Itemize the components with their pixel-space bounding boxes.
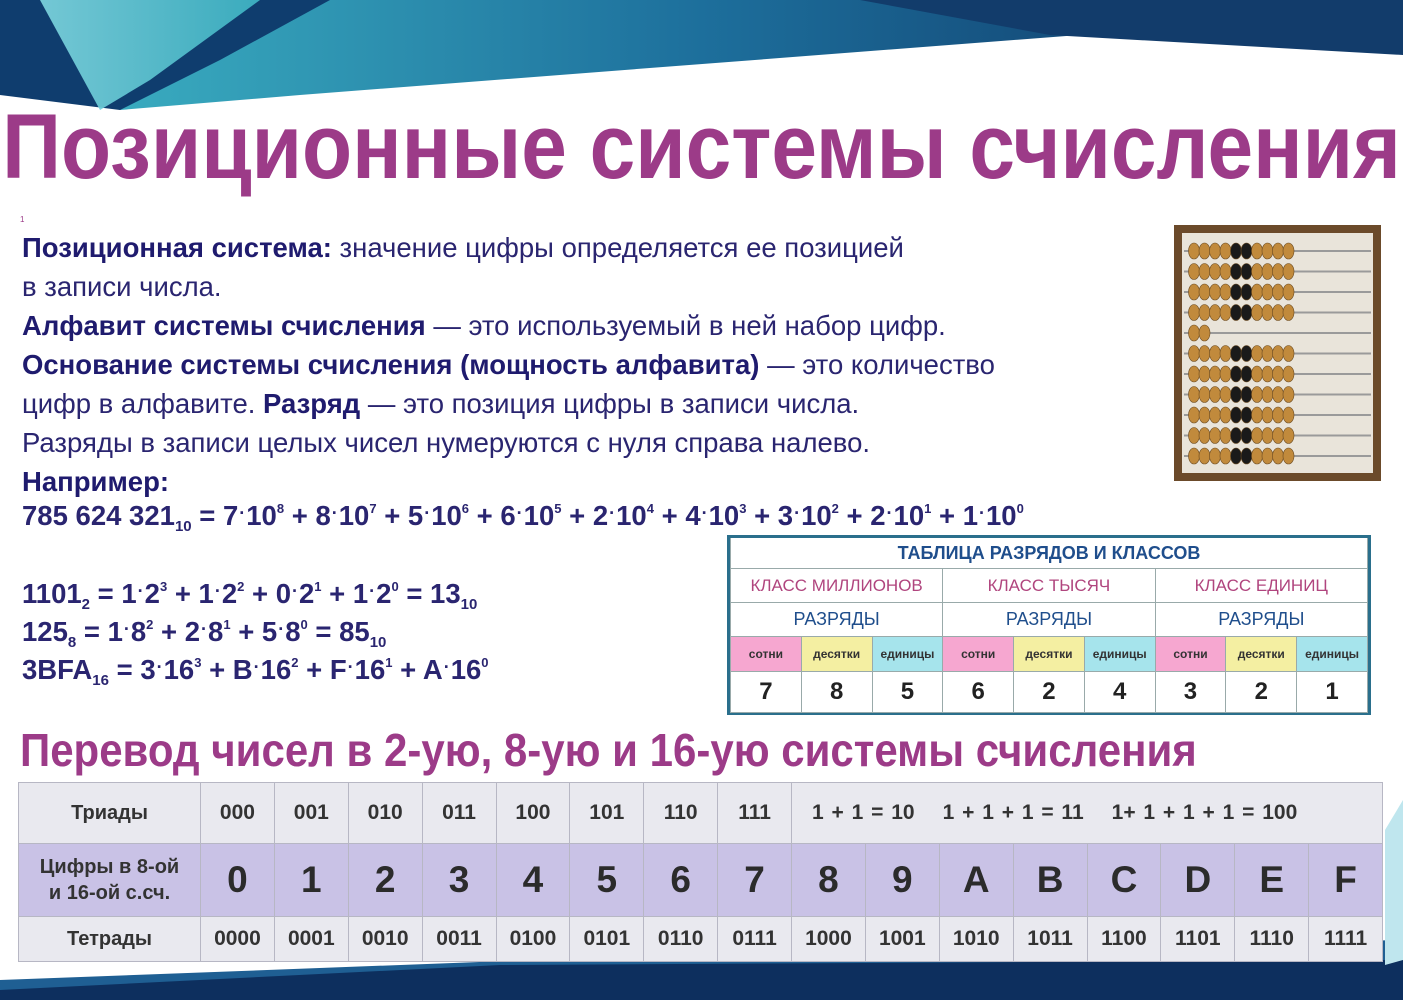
formula-binary-example: $1101_2 = 1^\cdot 2^3 + 1^\cdot 2^2 + 0^\cdot 2^1 + 1^\cdot 2^0 = 13_{10}$ xyxy=(22,578,478,613)
definition-digit-place: цифр в алфавите. Разряд — это позиция цифры в записи числа. xyxy=(22,388,860,419)
digit-cell: 5 xyxy=(570,844,644,917)
digit-cell: 6 xyxy=(644,844,718,917)
dot-operator: · xyxy=(292,581,298,601)
dot-operator: · xyxy=(201,619,208,639)
abacus-bead xyxy=(1210,387,1221,403)
dot-operator: · xyxy=(239,503,246,523)
position-label: сотни xyxy=(1155,637,1226,672)
term-exponent: 1 xyxy=(385,655,393,670)
class-table-digit: 7 xyxy=(731,672,802,713)
abacus-bead xyxy=(1210,366,1221,382)
digit-cell: F xyxy=(1309,844,1383,917)
term-base: 2 xyxy=(221,578,238,609)
tetrad-cell: 0100 xyxy=(496,917,570,962)
tetrads-label: Тетрады xyxy=(19,917,201,962)
triad-cell: 001 xyxy=(274,783,348,844)
abacus-bead xyxy=(1283,346,1294,362)
abacus-bead xyxy=(1231,407,1242,423)
position-label: десятки xyxy=(1014,637,1085,672)
digit-cell: E xyxy=(1235,844,1309,917)
term-coefficient: 2 xyxy=(870,500,886,531)
abacus-bead xyxy=(1199,428,1210,444)
dot-operator: · xyxy=(979,503,986,523)
addition-example: 1 + 1 + 1 = 11 xyxy=(942,801,1084,824)
term-coefficient: 7 xyxy=(222,500,239,531)
position-label: единицы xyxy=(1297,637,1368,672)
abacus-bead xyxy=(1262,264,1273,280)
number-value: 3BFA xyxy=(22,654,93,685)
dot-operator: · xyxy=(347,657,354,677)
term-exponent: 5 xyxy=(554,501,562,516)
digit-cell: 8 xyxy=(792,844,866,917)
abacus-bead xyxy=(1220,448,1231,464)
term-coefficient: 6 xyxy=(500,500,516,531)
addition-example: 1 + 1 = 10 xyxy=(812,801,915,824)
conversion-table xyxy=(18,782,1383,962)
dot-operator: · xyxy=(123,619,130,639)
abacus-bead xyxy=(1199,387,1210,403)
class-table-digit: 2 xyxy=(1226,672,1297,713)
number-value: 1101 xyxy=(22,578,82,609)
class-table-digit: 8 xyxy=(801,672,872,713)
abacus-bead xyxy=(1199,448,1210,464)
tetrad-cell: 1100 xyxy=(1087,917,1161,962)
abacus-bead xyxy=(1199,264,1210,280)
tetrad-cell: 1010 xyxy=(939,917,1013,962)
digit-cell: C xyxy=(1087,844,1161,917)
digit-cell: 2 xyxy=(348,844,422,917)
class-table-title: ТАБЛИЦА РАЗРЯДОВ И КЛАССОВ xyxy=(731,538,1368,569)
dot-operator: · xyxy=(253,657,260,677)
number-value: 785 624 321 xyxy=(22,500,175,531)
term-base: 2 xyxy=(299,578,315,609)
abacus-bead xyxy=(1273,284,1284,300)
triad-cell: 110 xyxy=(644,783,718,844)
term-exponent: 1 xyxy=(924,501,932,516)
number-base: 8 xyxy=(67,634,77,651)
tetrad-cell: 1110 xyxy=(1235,917,1309,962)
abacus-bead xyxy=(1262,243,1273,259)
formula-hex-example: $3BFA_{16} = 3^\cdot 16^3 + B^\cdot 16^2 + F^\cdot 16^1 + A^\cdot 16^0$ xyxy=(22,654,489,689)
digits-label: Цифры в 8-ой и 16-ой с.сч. xyxy=(19,844,201,917)
abacus-bead xyxy=(1231,284,1242,300)
abacus-bead xyxy=(1252,305,1263,321)
term-base: 10 xyxy=(431,500,462,531)
abacus-bead xyxy=(1252,264,1263,280)
definition-numbering: Разряды в записи целых чисел нумеруются с нуля справа налево. xyxy=(22,427,871,458)
abacus-bead xyxy=(1241,387,1252,403)
abacus-bead xyxy=(1262,428,1273,444)
term-coefficient: 8 xyxy=(315,500,331,531)
result-base: 10 xyxy=(369,634,387,651)
term-base: 10 xyxy=(523,500,555,531)
abacus-bead xyxy=(1273,448,1284,464)
tetrad-cell: 0000 xyxy=(201,917,275,962)
term-coefficient: 3 xyxy=(777,500,794,531)
triad-cell: 000 xyxy=(201,783,275,844)
abacus-bead xyxy=(1262,448,1273,464)
abacus-bead xyxy=(1262,346,1273,362)
term-exponent: 0 xyxy=(481,655,489,670)
term-base: 10 xyxy=(708,500,740,531)
triad-cell: 011 xyxy=(422,783,496,844)
dot-operator: · xyxy=(516,503,523,523)
abacus-bead xyxy=(1273,346,1284,362)
class-units: КЛАСС ЕДИНИЦ xyxy=(1155,569,1367,603)
abacus-bead xyxy=(1220,366,1231,382)
abacus-bead xyxy=(1189,448,1200,464)
dot-operator: · xyxy=(443,657,450,677)
abacus-bead xyxy=(1220,387,1231,403)
term-base: 16 xyxy=(354,654,386,685)
abacus-bead xyxy=(1231,243,1242,259)
term-base: 16 xyxy=(260,654,292,685)
definition-positional-cont: в записи числа. xyxy=(22,271,222,302)
triads-label: Триады xyxy=(19,783,201,844)
abacus-bead xyxy=(1189,428,1200,444)
dot-operator: · xyxy=(794,503,801,523)
abacus-bead xyxy=(1273,264,1284,280)
abacus-bead xyxy=(1283,387,1294,403)
razryady-label: РАЗРЯДЫ xyxy=(1155,603,1367,637)
digit-cell: D xyxy=(1161,844,1235,917)
tetrad-cell: 0010 xyxy=(348,917,422,962)
triad-cell: 101 xyxy=(570,783,644,844)
term-base: 8 xyxy=(130,616,147,647)
number-base: 16 xyxy=(92,672,109,689)
abacus-bead xyxy=(1273,428,1284,444)
digit-cell: 9 xyxy=(865,844,939,917)
abacus-bead xyxy=(1220,346,1231,362)
dot-operator: · xyxy=(278,619,285,639)
abacus-bead xyxy=(1241,264,1252,280)
term-base: 2 xyxy=(376,578,392,609)
term-base: 2 xyxy=(144,578,160,609)
term-coefficient: B xyxy=(232,654,253,685)
term-base: 10 xyxy=(246,500,277,531)
abacus-bead xyxy=(1262,387,1273,403)
term-exponent: 2 xyxy=(146,617,154,632)
result-base: 10 xyxy=(460,596,478,613)
abacus-bead xyxy=(1220,264,1231,280)
term-exponent: 2 xyxy=(291,655,299,670)
abacus-bead xyxy=(1283,305,1294,321)
term-coefficient: 3 xyxy=(140,654,156,685)
term-exponent: 1 xyxy=(223,617,231,632)
term-base: 10 xyxy=(986,500,1017,531)
position-label: десятки xyxy=(801,637,872,672)
abacus-bead xyxy=(1189,407,1200,423)
term-exponent: 1 xyxy=(314,579,322,594)
abacus-bead xyxy=(1189,305,1200,321)
abacus-bead xyxy=(1199,243,1210,259)
term-base: 16 xyxy=(450,654,482,685)
digit-cell: 0 xyxy=(201,844,275,917)
abacus-bead xyxy=(1252,407,1263,423)
abacus-bead xyxy=(1231,366,1242,382)
dot-operator: · xyxy=(137,581,144,601)
class-table-digit: 6 xyxy=(943,672,1014,713)
abacus-bead xyxy=(1189,325,1200,341)
example-label: Например: xyxy=(22,466,170,497)
abacus-bead xyxy=(1210,448,1221,464)
abacus-bead xyxy=(1262,366,1273,382)
abacus-bead xyxy=(1231,448,1242,464)
term-exponent: 0 xyxy=(1016,501,1024,516)
dot-operator: · xyxy=(701,503,708,523)
digit-cell: 3 xyxy=(422,844,496,917)
formula-octal-example: $125_8 = 1^\cdot 8^2 + 2^\cdot 8^1 + 5^\cdot 8^0 = 85_{10}$ xyxy=(22,616,387,651)
term-coefficient: 4 xyxy=(685,500,701,531)
addition-example: 1+ 1 + 1 + 1 = 100 xyxy=(1111,801,1298,824)
term-coefficient: 1 xyxy=(198,578,214,609)
abacus-bead xyxy=(1189,346,1200,362)
abacus-bead xyxy=(1241,305,1252,321)
abacus-bead xyxy=(1283,264,1294,280)
result-value: 85 xyxy=(339,616,370,647)
term-exponent: 8 xyxy=(276,501,285,516)
binary-addition-examples xyxy=(792,783,1383,844)
abacus-bead xyxy=(1199,366,1210,382)
abacus-bead xyxy=(1283,243,1294,259)
abacus-bead xyxy=(1189,264,1200,280)
abacus-bead xyxy=(1210,407,1221,423)
abacus-bead xyxy=(1241,428,1252,444)
definition-positional: Позиционная система: значение цифры определяется ее позицией xyxy=(22,232,904,263)
abacus-bead xyxy=(1252,387,1263,403)
abacus-bead xyxy=(1199,407,1210,423)
abacus-bead xyxy=(1189,243,1200,259)
abacus-bead xyxy=(1220,284,1231,300)
tetrad-cell: 1001 xyxy=(865,917,939,962)
dot-operator: · xyxy=(424,503,431,523)
term-coefficient: 1 xyxy=(107,616,123,647)
class-table-digit: 5 xyxy=(872,672,943,713)
abacus-bead xyxy=(1199,325,1210,341)
abacus-bead xyxy=(1231,264,1242,280)
class-millions: КЛАСС МИЛЛИОНОВ xyxy=(731,569,943,603)
term-exponent: 6 xyxy=(461,501,470,516)
number-base: 2 xyxy=(81,596,91,613)
term-base: 16 xyxy=(163,654,195,685)
term-exponent: 4 xyxy=(646,501,654,516)
abacus-bead xyxy=(1199,346,1210,362)
tetrad-cell: 0001 xyxy=(274,917,348,962)
number-base: 10 xyxy=(174,518,192,535)
abacus-bead xyxy=(1273,305,1284,321)
term-exponent: 0 xyxy=(300,617,308,632)
abacus-bead xyxy=(1262,284,1273,300)
term-exponent: 3 xyxy=(159,579,168,594)
abacus-bead xyxy=(1252,428,1263,444)
term-exponent: 0 xyxy=(391,579,399,594)
position-label: сотни xyxy=(731,637,802,672)
term-exponent: 2 xyxy=(831,501,839,516)
class-table-digit: 1 xyxy=(1297,672,1368,713)
digit-cell: 1 xyxy=(274,844,348,917)
digit-cell: A xyxy=(939,844,1013,917)
abacus-bead xyxy=(1231,305,1242,321)
triad-cell: 111 xyxy=(718,783,792,844)
abacus-bead xyxy=(1252,448,1263,464)
abacus-bead xyxy=(1220,407,1231,423)
abacus-bead xyxy=(1231,346,1242,362)
abacus-bead xyxy=(1220,428,1231,444)
razryady-label: РАЗРЯДЫ xyxy=(731,603,943,637)
number-value: 125 xyxy=(22,616,68,647)
definitions-block xyxy=(22,228,1182,501)
abacus-bead xyxy=(1241,448,1252,464)
definition-base: Основание системы счисления (мощность алфавита) — это количество xyxy=(22,349,995,380)
class-table-digit: 2 xyxy=(1014,672,1085,713)
digit-cell: 4 xyxy=(496,844,570,917)
term-base: 8 xyxy=(285,616,301,647)
page-title: Позиционные системы счисления xyxy=(2,96,1401,199)
tetrad-cell: 1111 xyxy=(1309,917,1383,962)
abacus-bead xyxy=(1283,448,1294,464)
abacus-bead xyxy=(1252,284,1263,300)
class-table xyxy=(727,535,1371,715)
abacus-bead xyxy=(1199,284,1210,300)
tetrad-cell: 1011 xyxy=(1013,917,1087,962)
term-coefficient: 2 xyxy=(592,500,609,531)
class-table-digit: 3 xyxy=(1155,672,1226,713)
term-coefficient: 5 xyxy=(261,616,278,647)
formula-decimal-expansion: 785 624 $321_{10} = 7^\cdot 10^8 + 8^\cdot 10^7 + 5^\cdot 10^6 + 6^\cdot 10^5 + 2^\cdot 10^4 + 4^\cdot 10^3 + 3^\cdot 10^2 + 2^\cdot 10^1 + 1^\cdot 10^0$ xyxy=(22,500,1024,535)
position-label: сотни xyxy=(943,637,1014,672)
abacus-bead xyxy=(1283,366,1294,382)
dot-operator: · xyxy=(214,581,221,601)
abacus-bead xyxy=(1210,284,1221,300)
term-coefficient: 1 xyxy=(962,500,979,531)
position-label: единицы xyxy=(872,637,943,672)
term-base: 10 xyxy=(338,500,370,531)
abacus-bead xyxy=(1283,284,1294,300)
term-coefficient: 1 xyxy=(121,578,137,609)
abacus-bead xyxy=(1189,284,1200,300)
tetrad-cell: 0101 xyxy=(570,917,644,962)
abacus-bead xyxy=(1210,428,1221,444)
abacus-bead xyxy=(1283,407,1294,423)
dot-operator: · xyxy=(156,657,163,677)
term-exponent: 2 xyxy=(237,579,245,594)
abacus-bead xyxy=(1210,264,1221,280)
term-base: 10 xyxy=(893,500,925,531)
abacus-bead xyxy=(1262,305,1273,321)
term-coefficient: A xyxy=(422,654,443,685)
abacus-bead xyxy=(1283,428,1294,444)
term-coefficient: 5 xyxy=(407,500,424,531)
abacus-bead xyxy=(1241,346,1252,362)
abacus-bead xyxy=(1220,305,1231,321)
abacus-bead xyxy=(1262,407,1273,423)
conversion-subtitle: Перевод чисел в 2-ую, 8-ую и 16-ую системы счисления xyxy=(20,724,1197,776)
abacus-bead xyxy=(1189,387,1200,403)
abacus-bead xyxy=(1252,346,1263,362)
digit-cell: B xyxy=(1013,844,1087,917)
dot-operator: · xyxy=(886,503,893,523)
definition-alphabet: Алфавит системы счисления — это используемый в ней набор цифр. xyxy=(22,310,946,341)
position-label: единицы xyxy=(1084,637,1155,672)
abacus-bead xyxy=(1273,243,1284,259)
triad-cell: 100 xyxy=(496,783,570,844)
term-coefficient: 1 xyxy=(352,578,369,609)
digit-cell: 7 xyxy=(718,844,792,917)
dot-operator: · xyxy=(369,581,376,601)
abacus-bead xyxy=(1231,387,1242,403)
tetrad-cell: 0110 xyxy=(644,917,718,962)
term-coefficient: 2 xyxy=(184,616,201,647)
abacus-bead xyxy=(1241,407,1252,423)
abacus-bead xyxy=(1210,243,1221,259)
term-base: 8 xyxy=(208,616,224,647)
tetrad-cell: 0011 xyxy=(422,917,496,962)
abacus-bead xyxy=(1220,243,1231,259)
tetrad-cell: 1101 xyxy=(1161,917,1235,962)
term-coefficient: F xyxy=(329,654,347,685)
abacus-bead xyxy=(1241,284,1252,300)
tetrad-cell: 1000 xyxy=(792,917,866,962)
term-exponent: 3 xyxy=(739,501,747,516)
razryady-label: РАЗРЯДЫ xyxy=(943,603,1155,637)
abacus-bead xyxy=(1231,428,1242,444)
abacus-bead xyxy=(1252,243,1263,259)
term-exponent: 7 xyxy=(369,501,377,516)
term-exponent: 3 xyxy=(194,655,202,670)
position-label: десятки xyxy=(1226,637,1297,672)
abacus-bead xyxy=(1241,366,1252,382)
abacus-bead xyxy=(1210,346,1221,362)
class-table-digit: 4 xyxy=(1084,672,1155,713)
dot-operator: · xyxy=(331,503,338,523)
triad-cell: 010 xyxy=(348,783,422,844)
abacus-bead xyxy=(1273,407,1284,423)
abacus-bead xyxy=(1189,366,1200,382)
term-base: 10 xyxy=(801,500,832,531)
term-coefficient: 0 xyxy=(275,578,291,609)
tetrad-cell: 0111 xyxy=(718,917,792,962)
abacus-bead xyxy=(1241,243,1252,259)
abacus-bead xyxy=(1273,366,1284,382)
abacus-bead xyxy=(1210,305,1221,321)
term-base: 10 xyxy=(616,500,647,531)
abacus-bead xyxy=(1199,305,1210,321)
class-thousands: КЛАСС ТЫСЯЧ xyxy=(943,569,1155,603)
abacus-bead xyxy=(1273,387,1284,403)
dot-operator: · xyxy=(609,503,616,523)
result-value: 13 xyxy=(430,578,461,609)
abacus-bead xyxy=(1252,366,1263,382)
footnote-marker: 1 xyxy=(20,215,25,224)
abacus-image xyxy=(1174,225,1381,481)
